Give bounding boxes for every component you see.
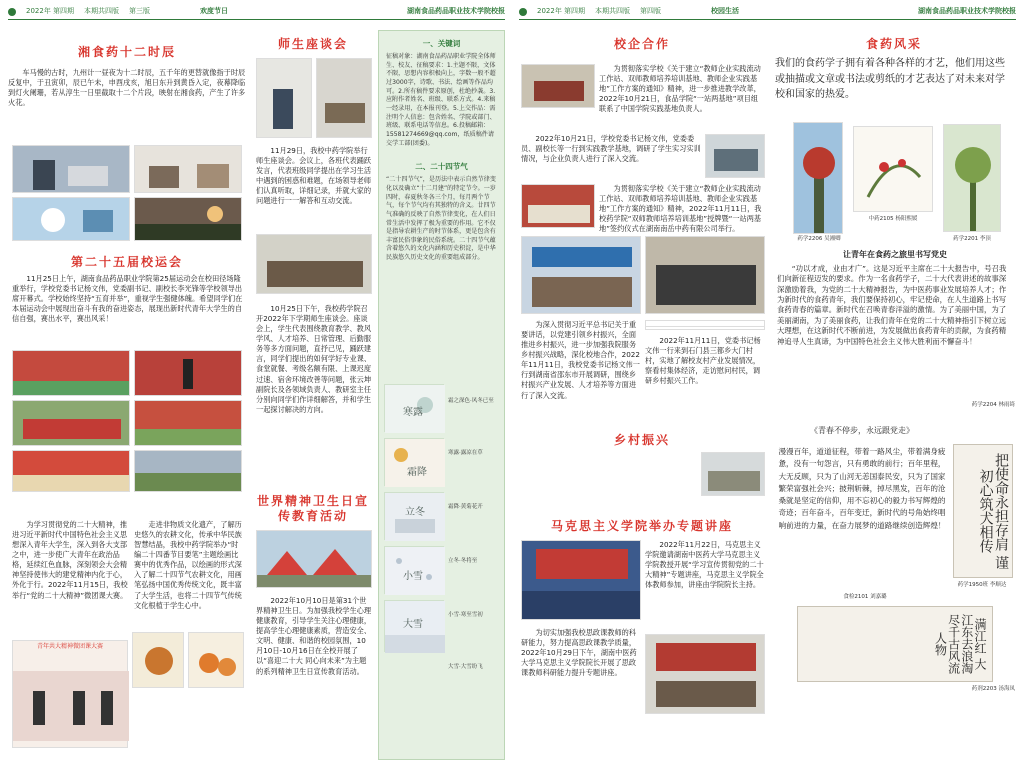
left-page bbox=[4, 0, 509, 768]
issue-count: 本期共四版 bbox=[84, 6, 120, 15]
photo-caption: 药学2201 李顶 bbox=[953, 236, 991, 242]
signing-photo bbox=[521, 184, 595, 228]
article-paragraph: 为贯彻落实学校《关于建立“教师企业实践流动工作站、双师教师培养培训基地、教师企业实践基地”工作方案的通知》精神，进一步推进教学改革，2022年10月21日，食品学院“一站两基地”项目组联系了中国学院实践基地负责人。 bbox=[599, 64, 761, 114]
calligraphy-banner: 满江红 大江东去浪淘尽千古风流人物 bbox=[797, 606, 993, 682]
section-title: 湘食药十二时辰 bbox=[77, 45, 176, 59]
conference-photo bbox=[521, 236, 641, 314]
meeting-photo bbox=[316, 58, 372, 138]
solar-term-note: 立冬·冬将至 bbox=[448, 558, 478, 564]
rural-title: 乡村振兴 bbox=[613, 433, 670, 447]
lecture-hall-photo bbox=[521, 540, 641, 620]
calligraphy-scroll: 把使命永担存肩 谨初心筑犬相传 bbox=[953, 444, 1013, 578]
article-paragraph: 2022年10月21日，学校党委书记杨文伟，党委委员、副校长等一行到实践教学基地，调研了学生实习实训情况，与企业负责人进行了深入交流。 bbox=[521, 134, 701, 164]
marxism-title: 马克思主义学院举办专题讲座 bbox=[550, 519, 733, 533]
article-paragraph: 为学习贯彻党的二十大精神，推进习近平新时代中国特色社会主义思想深入青年大学生，深入到各大支部之中，进一步使广大青年在政治品格，延续红色血脉，深刻领会大会精神坚持使伟大的建党精神内化于心，外化于行。2022年11月15日，我校举行“党的二十大精神”微团课大赛。 bbox=[12, 520, 128, 600]
solar-term-card bbox=[384, 384, 444, 432]
light-snow-illustration bbox=[385, 547, 445, 595]
group-photo bbox=[645, 236, 765, 314]
banner-text: 青年共大精神微团课大赛 bbox=[36, 643, 103, 650]
issue-label: 2022年 第四期 bbox=[26, 6, 75, 15]
campus-photo bbox=[12, 145, 130, 193]
ink-painting bbox=[853, 126, 933, 212]
issue-label: 2022年 第四期 bbox=[537, 6, 586, 15]
card-label: 霜降 bbox=[407, 467, 427, 478]
essay-title: 让青年在食药之旅里书写党史 bbox=[843, 250, 947, 259]
solar-term-note: 寒露·露凉在草 bbox=[448, 450, 483, 456]
solar-term-note: 小雪·寒至雪初 bbox=[448, 612, 483, 618]
article-paragraph: 10月25日下午，我校药学院召开2022年下学期师生座谈会。座谈会上，学生代表围绕教育教学、教风学风、人才培养、日常管理、后勤服务等多方面问题，直抒己见，踊跃建言，同学们提出的如何学好专业课、食堂就餐、考级名额有限、上课迟度过速、宿舍环境改善等问题，张云坤副院长及各领域负责人、教研室主任分别向同学们作详细解答，并和学生一起探讨解决的方向。 bbox=[256, 304, 372, 414]
forum-photo bbox=[256, 58, 312, 138]
section-name: 欢度节日 bbox=[200, 6, 229, 15]
lab-photo bbox=[12, 197, 130, 241]
cooperation-title: 校企合作 bbox=[613, 37, 670, 51]
winter-illustration bbox=[385, 493, 445, 541]
page-number: 第三版 bbox=[129, 6, 151, 15]
frost-illustration bbox=[385, 439, 445, 487]
card-label: 小雪 bbox=[403, 571, 423, 582]
right-page-header bbox=[519, 4, 1016, 20]
cold-dew-illustration bbox=[385, 385, 445, 433]
photo-artwork bbox=[793, 122, 843, 234]
newspaper-name: 湖南食品药品职业技术学院校报 bbox=[918, 6, 1016, 15]
crowd-photo bbox=[134, 450, 242, 492]
sports-photo bbox=[12, 350, 130, 396]
side-text: “二十四节气”，是历法中表示自然节律变化以及确立“十二月建”的特定节令。一岁四时，春夏秋冬各三个月，每月两个节气，每个节气均有其独特的含义。廿四节气准确的反映了自然节律变化，在人们日常生活中发挥了极为重要的作用。它不仅是指导农耕生产的时节体系，更是包含有丰富民俗事象的民俗系统。二十四节气蕴含着悠久的文化内涵和历史积淀，是中华民族悠久历史文化的重要组成部分。 bbox=[386, 176, 496, 262]
essay-text: “功以才成，业由才广”。这是习近平主席在二十大报告中，号召我们向新征程迈发的要求。作为一名食药学子，二十大代表讲述的故事深深激励着我，为党的二十大精神报告，为中医药事业发展培养人才；作为新时代的食药青年，我们要保持初心，牢记使命，在人生道路上书写食药青春的篇章。新时代在召唤青春洋溢的激情。为了美丽中国，为了美丽湖南，为了美丽食药，让我们青年在党的二十大精神指引下树立远大理想，在这新时代不断前进，为发展做出食药青年的贡献，为食药精神追寻人生真谛，为中国特色社会主义伟大胜利而不懈奋斗！ bbox=[777, 264, 1007, 346]
solar-term-note: 霜降·黄菊花开 bbox=[448, 504, 483, 510]
cooperation-photo bbox=[521, 64, 595, 108]
micro-lecture-photo bbox=[12, 640, 128, 748]
classroom-photo bbox=[256, 234, 372, 294]
spacer-rule bbox=[645, 320, 765, 330]
lecture-illustration bbox=[13, 651, 129, 741]
calligraphy-author: 药剂2203 汤海凤 bbox=[971, 686, 1015, 692]
plant-photo bbox=[943, 124, 1001, 232]
persimmon-painting bbox=[188, 632, 244, 688]
ceremony-photo bbox=[12, 450, 130, 492]
right-page bbox=[515, 0, 1020, 768]
heavy-snow-illustration bbox=[385, 601, 445, 653]
section-twelve-hours bbox=[8, 44, 246, 109]
article-paragraph: 11月25日上午，湖南食品药品职业学院第25届运动会在校田径场隆重举行，学校党委书记杨文伟，党委副书记、副校长李光锋等学校领导出席开幕式。学校始终坚持“五育并举”，重视学生强健体魄。希望同学们在本届运动会中展现出奋斗有我的奋进姿态，展现出新时代青年大学生的自信自强，赛出水平，赛出风采！ bbox=[12, 274, 243, 324]
card-label: 大雪 bbox=[403, 619, 423, 630]
lead-paragraph: 我们的食药学子拥有着各种各样的才艺，他们用这些或抽描或文章或书法或剪纸的才艺表达了对未来对学校和国家的热爱。 bbox=[775, 58, 1005, 100]
side-heading: 一、关键词 bbox=[422, 39, 461, 48]
article-paragraph: 车马慢的古时，九州计一昼夜为十二时辰，五千年的更替就像指于时辰反复中，于丑寅卯，辰已午未，申酉戌亥，旭日东升到黄昏入定，夜幕降临到灯火阑珊，若从淳生一日里截取十二个片段，映射在湘食药，产生了许多火花。 bbox=[8, 68, 246, 108]
card-label: 寒露 bbox=[403, 407, 423, 418]
sunset-photo bbox=[134, 197, 242, 241]
page-dot-icon bbox=[519, 8, 527, 16]
article-paragraph: 走进非物质文化遗产，了解历史悠久的农耕文化，传承中华民族智慧结晶，我校中药学院举办“时编二十四番节目要笔”主题绘画比赛中的优秀作品，以绘画的形式深入了解二十四节气农耕文化，用画笔弘扬中国优秀传统文化，既丰富了大学生活，也将二十四节气传统文化根植于学生心中。 bbox=[134, 520, 242, 610]
poem-title: 《青春不停步，永远跟党走》 bbox=[810, 426, 914, 435]
issue-count: 本期共四版 bbox=[595, 6, 631, 15]
runner-photo bbox=[134, 350, 242, 396]
forum-title: 师生座谈会 bbox=[277, 37, 348, 51]
mental-health-title: 世界精神卫生日宣传教育活动 bbox=[256, 494, 369, 523]
solar-term-card bbox=[384, 546, 444, 594]
study-photo bbox=[134, 145, 242, 193]
section-name: 校园生活 bbox=[711, 6, 740, 15]
page-number: 第四版 bbox=[640, 6, 662, 15]
side-text: 征稿对象：湖南食品药品职业学院全体师生、校友、征稿要求：1.主题不限，文体不限，思想内容积极向上，字数一般不超过3000字，诗歌、书法、绘画等作品均可。2.所有稿件要求原创，杜绝抄袭。3.应附作者姓名、班级、联系方式。4.来稿一经录用，在本报刊登。5.上交作品：需注明个人信息：包含姓名、学院或部门、班级、联系电话等信息。6.投稿邮箱：15581274669@qq.com，纸质稿件请交学工部(团委)。 bbox=[386, 53, 496, 147]
solar-term-card bbox=[384, 492, 444, 540]
painting-photo bbox=[132, 632, 184, 688]
tent-photo bbox=[256, 530, 372, 588]
side-heading: 二、二十四节气 bbox=[415, 162, 468, 172]
artwork-caption: 药学2206 吴湘卿 bbox=[797, 236, 841, 242]
talent-title: 食药风采 bbox=[865, 37, 922, 51]
painting-caption: 中药2105 杨阳熙媛 bbox=[868, 216, 918, 222]
left-page-header bbox=[8, 4, 505, 20]
article-paragraph: 为深入贯彻习近平总书记关于重要讲话，以党建引领乡村振兴，全面推进乡村振兴，进一步加强我院服务乡村振兴战略，深化校地合作，2022年11月11日，我校党委书记杨文伟一行到湖南省邵东市开展调研，围绕乡村振兴产业发展、人才培养等方面进行了深入交流。 bbox=[521, 320, 640, 400]
article-paragraph: 2022年10月10日是第31个世界精神卫生日。为加强我校学生心理健康教育，引导学生关注心理健康，提高学生心理健康素质，营造安全、文明、健康、和谐的校园氛围，10月10日-10月16日在全校开展了以“喜迎二十大 同心向未来”为主题的系列精神卫生日宣传教育活动。 bbox=[256, 596, 372, 676]
solar-term-note: 大雪·大雪纷飞 bbox=[448, 664, 483, 670]
essay-author: 药学2204 林雨绮 bbox=[971, 402, 1015, 408]
article-paragraph: 为贯彻落实学校《关于建立“教师企业实践流动工作站、双师教师培养培训基地、教师企业实践基地”工作方案的通知》精神，2022年11月11日，我校药学院“双师教师培养培训基地”授牌暨“一站两基地”签约仪式在湖南南岳中药有限公司举行。 bbox=[599, 184, 762, 234]
card-label: 立冬 bbox=[405, 507, 425, 518]
newspaper-name: 湖南食品药品职业技术学院校报 bbox=[407, 6, 505, 15]
article-paragraph: 2022年11月22日，马克思主义学院邀请湖南中医药大学马克思主义学院教授开展“学习宣传贯彻党的二十大精神”专题讲座，马克思主义学院全体教师参加，讲座由学院院长主持。 bbox=[645, 540, 764, 590]
team-photo bbox=[12, 400, 130, 446]
sports-meet-title: 第二十五届校运会 bbox=[70, 255, 183, 269]
calligraphy-author: 药学1950班 李顺达 bbox=[957, 582, 1007, 588]
article-paragraph: 11月29日，我校中药学院举行师生座谈会。会议上，各班代表踊跃发言，代表班级同学提出在学习生活中遇到的困惑和难题，在场领导老师们认真听取，详细记录，并就大家的问题进行一一解答和互动交流。 bbox=[256, 146, 372, 206]
village-photo bbox=[701, 452, 765, 496]
page-dot-icon bbox=[8, 8, 16, 16]
poem-author: 食检2101 刘嘉璐 bbox=[843, 594, 887, 600]
poem-text: 漫漫百年，道道征程，带着一路风尘，带着满身疲惫，没有一句怨言，只有勇敢的前行；百年里程，大无反顾，只为了山河无恙国泰民安，只为了国家繁荣富强社会兴；披荆斩棘，掉尽黑发，百年的沧桑就是坚定的信仰，用不忘初心的毅力书写辉煌的奇迹；百年奋斗，百年变迁，新时代的号角始终唱响前进的力量，在奋力展梦的道路继续创造辉煌！ bbox=[778, 447, 946, 530]
article-paragraph: 为切实加强我校思政课教师的科研能力，努力提高思政课教学质量，2022年10月29日下午，湖南中医药大学马克思主义学院院长开展了思政课教师科研能力提升专题讲座。 bbox=[521, 628, 637, 678]
article-paragraph: 2022年11月11日，党委书记杨文伟一行来到石门县三都乡大门村村，实地了解校友村产业发展情况，察看村集体经济，走访慰问村民，调研乡村振兴工作。 bbox=[645, 336, 761, 386]
track-photo bbox=[134, 400, 242, 446]
solar-term-card bbox=[384, 600, 444, 652]
seminar-photo bbox=[645, 634, 765, 714]
solar-term-card bbox=[384, 438, 444, 486]
solar-term-note: 霜之深色·风冬已至 bbox=[448, 398, 494, 404]
visit-photo bbox=[705, 134, 765, 178]
